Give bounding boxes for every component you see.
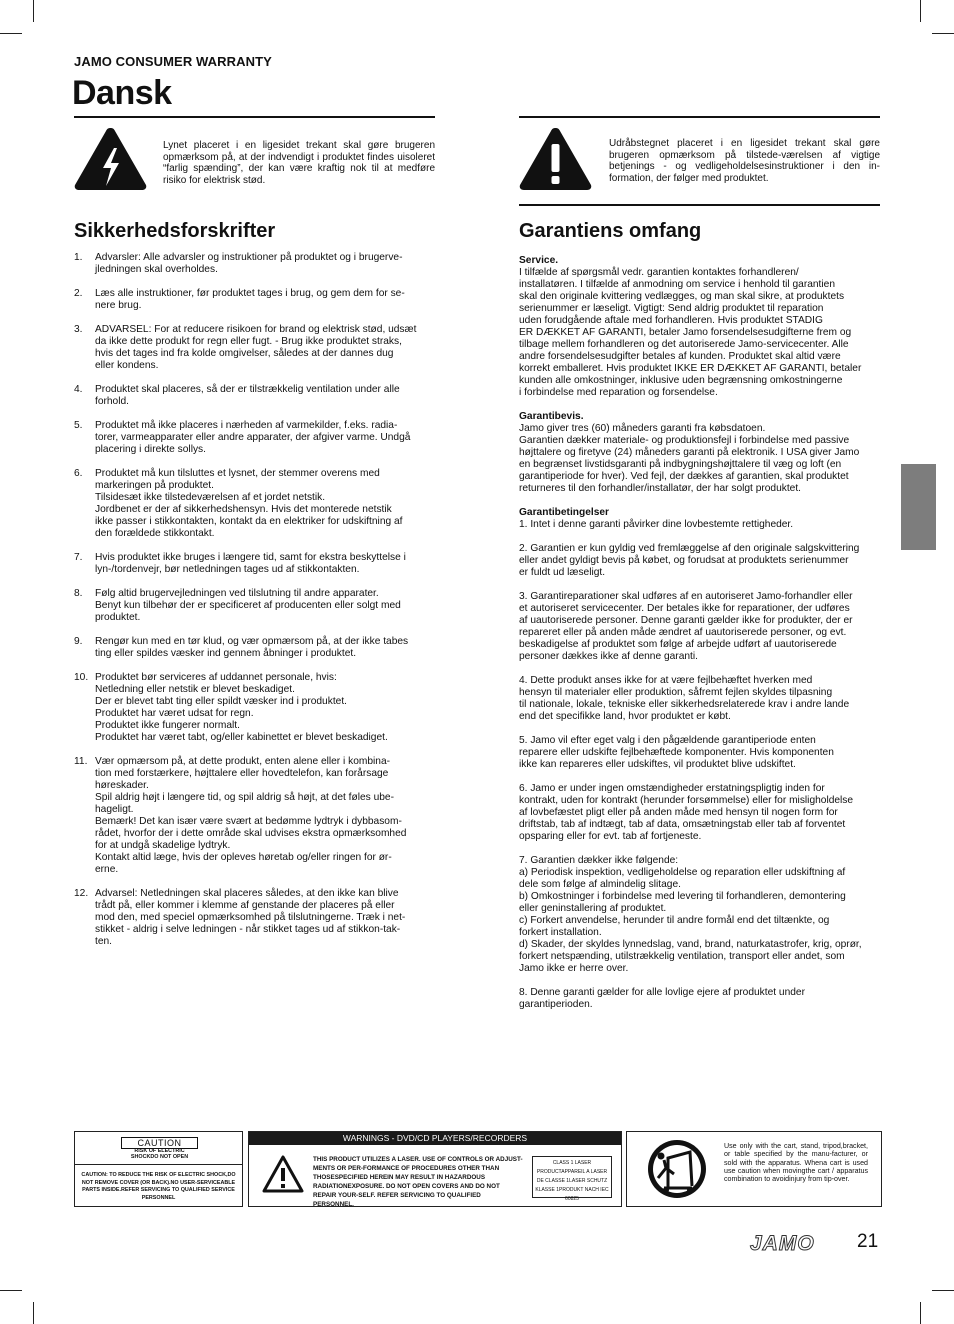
text-line: ikke passer i stikkontakten, kontakt da en elektriker for udskiftning af (95, 516, 403, 527)
text-line: injury from tip-over. (789, 1175, 850, 1184)
text-line: Produktet har været tabt, og/eller kabinettet er blevet beskadiget. (95, 732, 388, 743)
text-line: Hvis produktet ikke bruges i længere tid, samt for ekstra beskyttelse i (95, 552, 406, 563)
text-line: LASER SCHUTZ KLASSE 1 (535, 1178, 608, 1193)
text-line: NO USER-SERVICEABLE PARTS INSIDE. (82, 1179, 236, 1193)
text-line: korrekt emballeret. Hvis produktet IKKE ER DÆKKET AF GARANTI, betaler (519, 363, 862, 374)
text-line: CLASS 1 LASER PRODUCT (536, 1160, 592, 1175)
list-number: 12. (74, 888, 89, 899)
text-line: Benyt kun tilbehør der er specificeret af producenten eller solgt med (95, 600, 401, 611)
top-rule-right (519, 116, 880, 118)
text-line: a) Periodisk inspektion, vedligeholdelse og reparation eller udskiftning af (519, 867, 846, 878)
list-number: 10. (74, 672, 89, 683)
text-line: facturer, or sold with the apparatus. When (724, 1150, 868, 1167)
text-line: ikke kan repareres eller udskiftes, vil produktet blive udskiftet. (519, 759, 796, 770)
text-line: den forældede stikkontakt. (95, 528, 215, 539)
condition-item (519, 543, 880, 579)
text-line: af uautoriserede personer. Denne garanti gælder ikke for produkter, der er (519, 615, 853, 626)
caution-sub (121, 1148, 198, 1161)
safety-list-item (74, 636, 435, 660)
text-line: DO NOT OPEN (150, 1154, 189, 1161)
text-line: eller geninstallering af produktet. (519, 903, 667, 914)
text-line: a cart is used use caution when moving (724, 1158, 868, 1175)
text-line: rådet, hvorfor der i dette område skal udvises ekstra opmærksomhed (95, 828, 407, 839)
text-line: 1. Intet i denne garanti påvirker dine lovbestemte rettigheder. (519, 519, 794, 530)
text-line: SELF. REFER SERVICING TO QUALIFIED PERSONNEL. (313, 1192, 481, 1208)
exclamation-warning-icon (518, 126, 593, 192)
text-line: THIS PRODUCT UTILIZES A LASER. USE OF CONTROLS OR ADJUST- (313, 1156, 523, 1163)
dvd-warning-box (248, 1131, 622, 1207)
text-line: en begrænset livstidsgaranti på indbygningshøjttalere til væg og loft (en (519, 459, 842, 470)
safety-heading: Sikkerhedsforskrifter (74, 220, 276, 242)
crop-mark (920, 1302, 921, 1324)
text-line: the cart / apparatus combination to avoid (724, 1166, 868, 1184)
text-line: høreskader. (95, 780, 149, 791)
text-line: Produktet ikke fungerer normalt. (95, 720, 240, 731)
safety-list-item (74, 324, 435, 372)
laser-class-label (532, 1156, 612, 1202)
list-number: 7. (74, 552, 83, 563)
condition-item (519, 519, 880, 531)
text-line: EXPOSURE. DO NOT OPEN COVERS AND DO NOT REPAIR YOUR- (313, 1183, 500, 1199)
list-number: 1. (74, 252, 83, 263)
warranty-heading: Garantiens omfang (519, 220, 702, 242)
text-line: af lovbefæstet pligt eller på anden måde med hensyn til nogen form for (519, 807, 838, 818)
list-number: 9. (74, 636, 83, 647)
text-line: erne. (95, 864, 119, 875)
text-line: ten. (95, 936, 112, 947)
text-line: da ikke dette produkt for regn eller fugt. - Brug ikke produktet straks, (95, 336, 402, 347)
text-line: 3. Garantireparationer skal udføres af en autoriseret Jamo-forhandler eller (519, 591, 853, 602)
text-line: markeringen på produktet. (95, 480, 214, 491)
list-number: 3. (74, 324, 83, 335)
text-line: eller kondens. (95, 360, 159, 371)
text-line: ER DÆKKET AF GARANTI, betaler Jamo forsendelsesudgifterne frem og (519, 327, 852, 338)
text-line: til nationale, lokale, tekniske eller sikkerhedsrelaterede krav i andre lande (519, 699, 850, 710)
cart-warning-text (724, 1142, 868, 1183)
text-line: torer, varmeapparater eller andre apparater, der afgiver varme. Undgå (95, 432, 411, 443)
text-line: Jamo giver tres (60) måneders garanti fra købsdatoen. (519, 423, 766, 434)
laser-warning-icon (261, 1154, 305, 1194)
text-line: personer dækkes ikke af denne garanti. (519, 651, 698, 662)
text-line: Use only with the cart, stand, tripod, (724, 1142, 843, 1150)
text-line: i forbindelse med reparation og forsendelse. (519, 387, 718, 398)
language-side-tab (901, 464, 936, 550)
text-line: trådt på, eller kommer i klemme af genstande der placeres på eller (95, 900, 395, 911)
text-line: mod den, med speciel opmærksomhed på tilslutningerne. Træk i net- (95, 912, 406, 923)
document-subtitle: JAMO CONSUMER WARRANTY (74, 54, 272, 69)
text-line: repareret eller på anden måde ændret af uautoriserede personer, og evt. (519, 627, 847, 638)
safety-list-item (74, 252, 435, 276)
text-line: CAUTION: TO REDUCE THE RISK OF ELECTRIC SHOCK, (81, 1172, 228, 1178)
text-line: garantiperiode for hver). Ved fejl, der dækkes af garantien, skal produktet (519, 471, 849, 482)
list-number: 4. (74, 384, 83, 395)
text-line: Produktet bør serviceres af uddannet personale, hvis: (95, 672, 337, 683)
crop-mark (0, 1290, 22, 1291)
service-paragraph (519, 255, 880, 399)
lightning-warning-icon (73, 126, 148, 192)
cart-warning-box (626, 1131, 882, 1207)
crop-mark (33, 0, 34, 22)
text-line: jledningen skal overholdes. (95, 264, 218, 275)
crop-mark (932, 1290, 954, 1291)
safety-list-column (74, 252, 435, 960)
text-line: Læs alle instruktioner, før produktet tages i brug, og gem dem for se- (95, 288, 405, 299)
text-line: PRODUKT NACH IEC 60825 (559, 1187, 609, 1202)
caution-label: CAUTION (121, 1137, 198, 1149)
exclamation-warning-text: Udråbstegnet placeret i en ligesidet trekant skal gøre brugeren opmærksom på tilstede-værelsen af vigtige betjenings - og vedligeholdelsesinstruktioner i den in-formation, der følger med produktet. (609, 138, 880, 185)
text-line: Produktet må kun tilsluttes et lysnet, der stemmer overens med (95, 468, 380, 479)
text-line: garantiperioden. (519, 999, 593, 1010)
safety-list-item (74, 672, 435, 744)
text-line: kontrakt, uden for kontrakt (herunder forsømmelse) eller for misligholdelse (519, 795, 854, 806)
text-line: stikket - aldrig i selve ledningen - når stikket tages ud af stikkon-tak- (95, 924, 401, 935)
text-line: Produktet har været udsat for regn. (95, 708, 254, 719)
text-line: opsparing eller for evt. tab af fortjeneste. (519, 831, 702, 842)
condition-item (519, 783, 880, 843)
text-line: returneres til den forhandler/installatør, der har solgt produktet. (519, 483, 802, 494)
text-line: Der er blevet tabt ting eller spildt væsker ind i produktet. (95, 696, 347, 707)
text-line: Følg altid brugervejledningen ved tilslutning til andre apparater. (95, 588, 379, 599)
text-line: ting eller spildes væsker ind gennem åbninger i produktet. (95, 648, 357, 659)
top-rule-left (74, 116, 435, 118)
condition-item (519, 855, 880, 975)
list-number: 5. (74, 420, 83, 431)
text-line: produktet. (95, 612, 141, 623)
dvd-warning-header: WARNINGS - DVD/CD PLAYERS/RECORDERS (249, 1132, 621, 1145)
text-line: Garantien dækker materiale- og produktionsfejl i forbindelse med passive (519, 435, 850, 446)
text-line: 4. Dette produkt anses ikke for at være fejlbehæftet hverken med (519, 675, 813, 686)
lightning-warning-text: Lynet placeret i en ligesidet trekant skal gøre brugeren opmærksom på, at der indvendigt i produktet findes uisoleret “farlig spænding”, der kan være kraftig nok til at medføre risiko for elektrisk stød. (163, 140, 435, 187)
page-title: Dansk (72, 74, 172, 112)
crop-mark (932, 33, 954, 34)
text-line: Jamo ikke er herre over. (519, 963, 629, 974)
text-line: skal den originale kvittering vedlægges, og man skal sikre, at produktets (519, 291, 845, 302)
text-line: ADVARSEL: For at reducere risikoen for brand og elektrisk stød, udsæt (95, 324, 417, 335)
cart-tipover-icon (646, 1138, 708, 1200)
text-line: DO NOT REMOVE COVER (OR BACK). (81, 1172, 236, 1186)
text-line: forkert installation. (519, 927, 602, 938)
text-line: Netledning eller netstik er blevet beskadiget. (95, 684, 295, 695)
text-line: Advarsel: Netledningen skal placeres således, at den ikke kan blive (95, 888, 399, 899)
text-line: driftstab, tab af indtægt, tab af data, omsætningstab eller tab af forventet (519, 819, 846, 830)
text-line: SPECIFIED HEREIN MAY RESULT IN HAZARDOUS RADIATION (313, 1174, 486, 1190)
text-line: Tilsidesæt ikke tilstedeværelsen af et jordet netstik. (95, 492, 326, 503)
text-line: 7. Garantien dækker ikke følgende: (519, 855, 679, 866)
text-line: Produktet må ikke placeres i nærheden af varmekilder, f.eks. radia- (95, 420, 398, 431)
crop-mark (0, 33, 22, 34)
safety-list (74, 252, 435, 948)
text-line: reparere eller udskifte fejlbehæftede komponenter. Hvis komponenten (519, 747, 834, 758)
safety-list-item (74, 552, 435, 576)
condition-item (519, 735, 880, 771)
text-line: hageligt. (95, 804, 134, 815)
text-line: APPAREIL A LASER DE CLASSE 1 (536, 1169, 608, 1184)
text-line: end det specifikke land, hvor produktet er købt. (519, 711, 731, 722)
text-line: hvis det tages ind fra kolde omgivelser, således at der dannes dug (95, 348, 394, 359)
list-number: 11. (74, 756, 88, 767)
text-line: c) Forkert anvendelse, herunder til andre formål end det tiltænkte, og (519, 915, 830, 926)
caution-divider (75, 1164, 242, 1165)
text-line: Kontakt altid læge, hvis der opleves høretab og/eller ringen for ør- (95, 852, 392, 863)
text-line: uden forudgående aftale med forhandleren. Hvis produktet STADIG (519, 315, 823, 326)
text-line: bracket, or table specified by the manu- (724, 1142, 868, 1159)
safety-list-item (74, 888, 435, 948)
text-line: eller andet gyldigt bevis på købet, og forudsat at produktets serienummer (519, 555, 849, 566)
text-line: Bemærk! Det kan især være svært at bedømme lydtryk i dybbasom- (95, 816, 402, 827)
text-line: I tilfælde af spørgsmål vedr. garantien kontaktes forhandleren/ (519, 267, 799, 278)
garantibevis-label: Garantibevis. (519, 411, 584, 422)
text-line: 6. Jamo er under ingen omstændigheder erstatningspligtig inden for (519, 783, 825, 794)
garantibevis-paragraph (519, 411, 880, 495)
warranty-column (519, 255, 880, 1023)
text-line: dele som følge af almindelig slitage. (519, 879, 681, 890)
text-line: Vær opmærsom på, at dette produkt, enten alene eller i kombina- (95, 756, 391, 767)
text-line: lyn-/tordenvejr, bør netledningen tages ud af stikkontakten. (95, 564, 360, 575)
text-line: forkert netspænding, utilstrækkelig ventilation, transport eller andet, som (519, 951, 845, 962)
text-line: Jordbenet er der af sikkerhedshensyn. Hvis det monterede netstik (95, 504, 392, 515)
condition-item (519, 591, 880, 663)
text-line: installatøren. I tilfælde af anmodning om service i henhold til garantien (519, 279, 835, 290)
crop-mark (920, 0, 921, 22)
conditions-label: Garantibetingelser (519, 507, 610, 518)
section-rule-right (519, 204, 880, 206)
crop-mark (33, 1302, 34, 1324)
service-label: Service. (519, 255, 559, 266)
conditions-block (519, 507, 880, 1011)
text-line: MENTS OR PER-FORMANCE OF PROCEDURES OTHER THAN THOSE (313, 1165, 500, 1181)
text-line: serienummer er læseligt. Vigtigt: Send aldrig produktet til reparation (519, 303, 824, 314)
text-line: Advarsler: Alle advarsler og instruktioner på produktet og i brugerve- (95, 252, 403, 263)
text-line: andre forsendelsesudgifter betales af kunden. Produktet skal altid være (519, 351, 841, 362)
safety-list-item (74, 288, 435, 312)
jamo-logo: JAMO (750, 1232, 815, 1255)
text-line: højttalere og firetyve (24) måneders garanti på elektronik. I USA giver Jamo (519, 447, 860, 458)
text-line: 8. Denne garanti gælder for alle lovlige ejere af produktet under (519, 987, 805, 998)
safety-list-item (74, 384, 435, 408)
list-number: 8. (74, 588, 83, 599)
text-line: for at undgå skadelige lydtryk. (95, 840, 231, 851)
text-line: 2. Garantien er kun gyldig ved fremlæggelse af den originale salgskvittering (519, 543, 860, 554)
text-line: hensyn til materialer eller produktion, såfremt fejlen skyldes tilpasning (519, 687, 833, 698)
caution-box (74, 1131, 243, 1207)
safety-list-item (74, 468, 435, 540)
text-line: tilbage mellem forhandleren og det autoriserede Jamo-servicecenter. Alle (519, 339, 849, 350)
text-line: RISK OF ELECTRIC SHOCK (130, 1148, 185, 1161)
list-number: 2. (74, 288, 83, 299)
text-line: placering i direkte sollys. (95, 444, 206, 455)
text-line: d) Skader, der skyldes lynnedslag, vand, brand, naturkatastrofer, krig, oprør, (519, 939, 862, 950)
safety-list-item (74, 588, 435, 624)
caution-text (77, 1172, 240, 1202)
list-number: 6. (74, 468, 83, 479)
text-line: nere brug. (95, 300, 142, 311)
text-line: b) Omkostninger i forbindelse med levering til forhandleren, demontering (519, 891, 846, 902)
text-line: 5. Jamo vil efter eget valg i den pågældende garantiperiode enten (519, 735, 816, 746)
text-line: er fuldt ud læseligt. (519, 567, 606, 578)
text-line: kunden alle omkostninger, inklusive uden begrænsning omkostningerne (519, 375, 843, 386)
text-line: tion med forstærkere, højttalere eller hovedtelefon, kan forårsage (95, 768, 389, 779)
laser-warning-text (313, 1155, 523, 1209)
page-number: 21 (857, 1231, 879, 1252)
condition-item (519, 675, 880, 723)
condition-item (519, 987, 880, 1011)
text-line: REFER SERVICING TO QUALIFIED SERVICE PERSONNEL (121, 1187, 235, 1201)
safety-list-item (74, 756, 435, 876)
text-line: Rengør kun med en tør klud, og vær opmærsom på, at der ikke tabes (95, 636, 409, 647)
text-line: forhold. (95, 396, 129, 407)
text-line: beskadigelse af produktet som følge af arbejde udført af uautoriserede (519, 639, 837, 650)
text-line: Produktet skal placeres, så der er tilstrækkelig ventilation under alle (95, 384, 400, 395)
text-line: Spil aldrig højt i længere tid, og spil aldrig så højt, at det føles ube- (95, 792, 394, 803)
text-line: et autoriseret servicecenter. Der betales ikke for reparationer, der udføres (519, 603, 850, 614)
safety-list-item (74, 420, 435, 456)
